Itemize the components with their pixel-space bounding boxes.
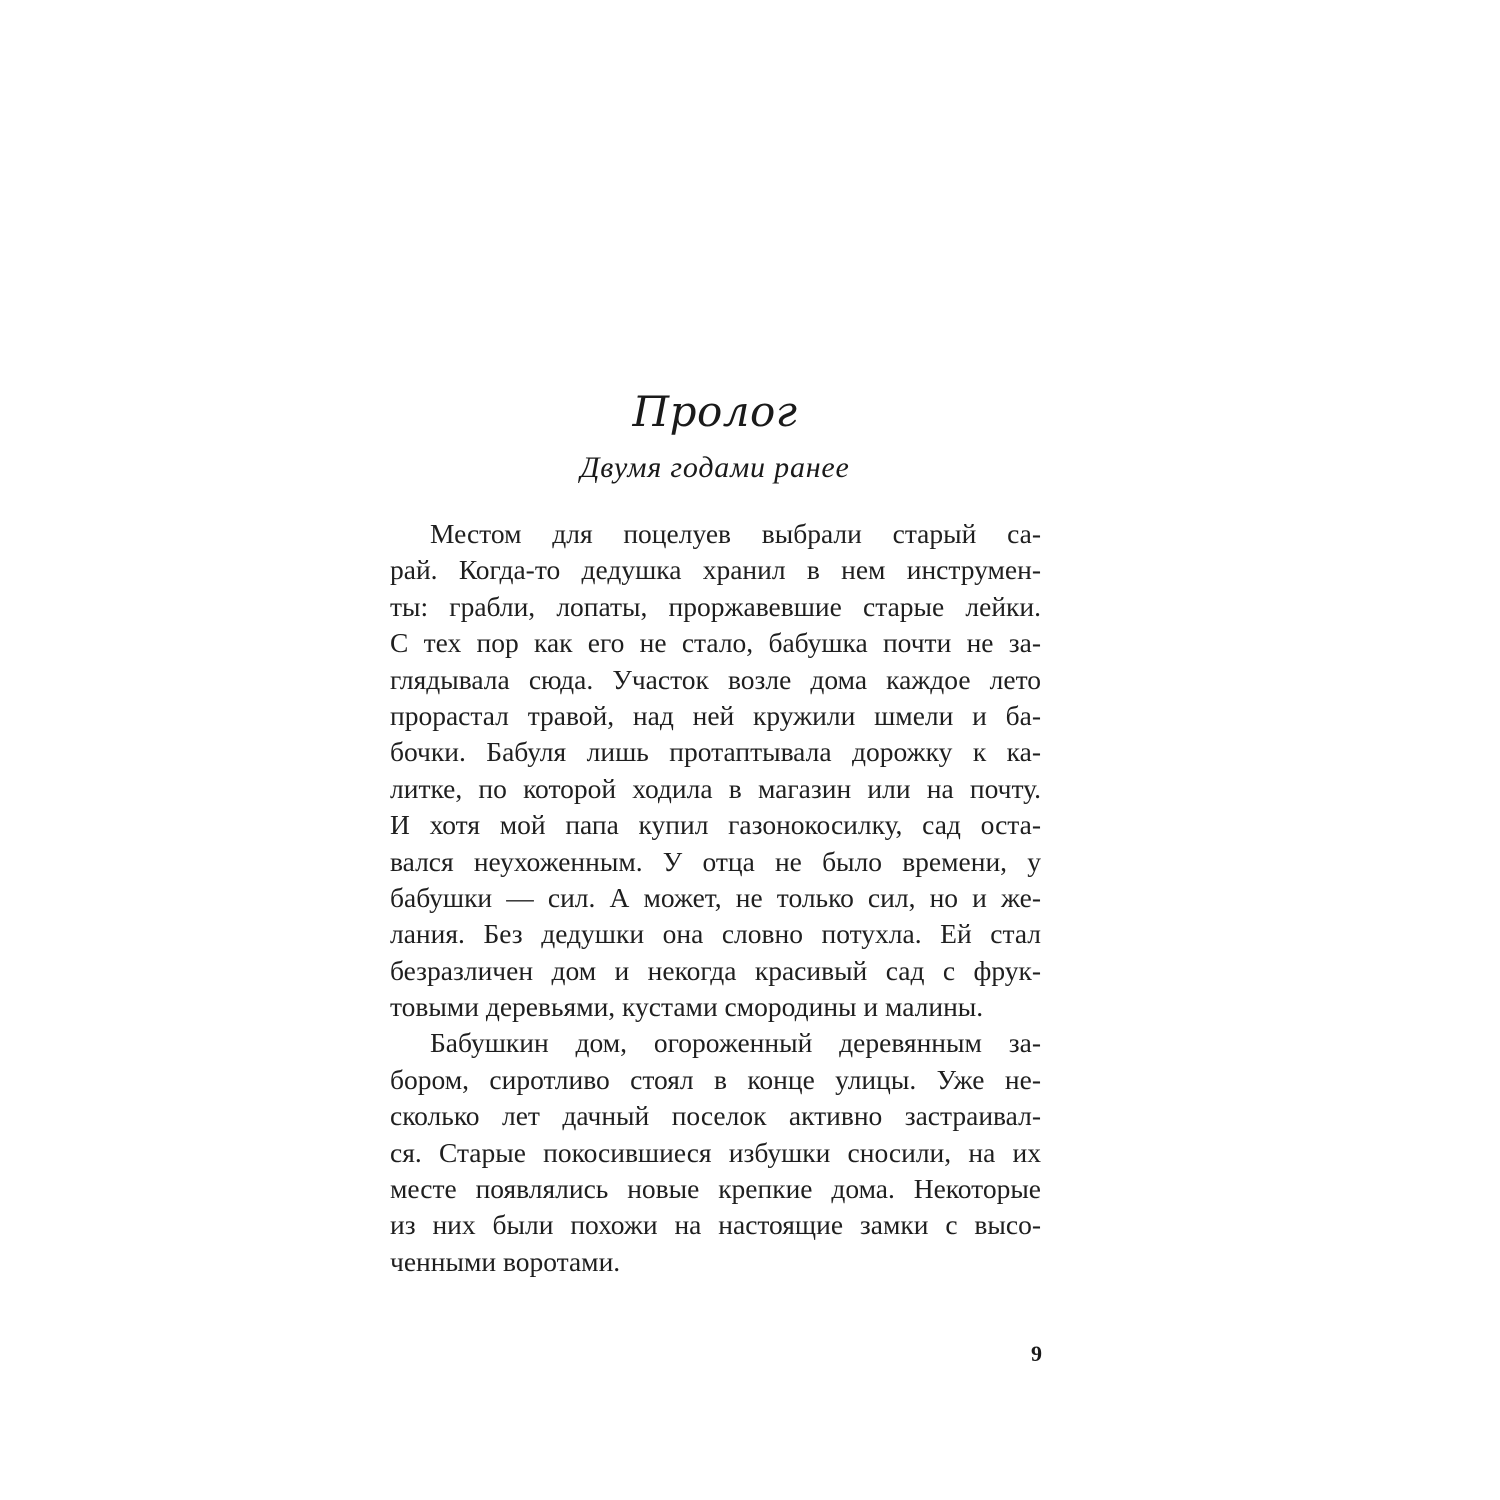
chapter-title: Пролог xyxy=(632,387,798,436)
text-line: сколько лет дачный поселок активно застраивал- xyxy=(390,1100,1041,1132)
body-text xyxy=(390,516,1041,1280)
text-line: месте появлялись новые крепкие дома. Некоторые xyxy=(390,1173,1041,1205)
text-line: бором, сиротливо стоял в конце улицы. Уже не- xyxy=(390,1063,1041,1095)
text-line: глядывала сюда. Участок возле дома каждое лето xyxy=(390,663,1041,695)
text-line: Бабушкин дом, огороженный деревянным за- xyxy=(430,1027,1041,1059)
paragraph-2 xyxy=(390,1025,1041,1280)
page-number: 9 xyxy=(1031,1341,1042,1366)
paragraph-1 xyxy=(390,516,1041,1025)
text-line: ченными воротами. xyxy=(390,1245,621,1277)
text-line: лания. Без дедушки она словно потухла. Ей стал xyxy=(390,918,1041,950)
text-line: товыми деревьями, кустами смородины и малины. xyxy=(390,991,984,1023)
text-line: бочки. Бабуля лишь протаптывала дорожку к ка- xyxy=(390,736,1041,768)
text-line: вался неухоженным. У отца не было времени, у xyxy=(390,845,1041,877)
text-line: С тех пор как его не стало, бабушка почти не за- xyxy=(390,627,1041,659)
text-line: безразличен дом и некогда красивый сад с фрук- xyxy=(390,954,1041,986)
text-line: ся. Старые покосившиеся избушки сносили, на их xyxy=(390,1136,1041,1168)
chapter-subtitle: Двумя годами ранее xyxy=(580,451,850,484)
text-line: из них были похожи на настоящие замки с высо- xyxy=(390,1209,1041,1241)
text-line: И хотя мой папа купил газонокосилку, сад оста- xyxy=(390,809,1041,841)
text-line: литке, по которой ходила в магазин или на почту. xyxy=(390,772,1041,804)
text-line: ты: грабли, лопаты, проржавевшие старые лейки. xyxy=(390,590,1041,622)
text-line: рай. Когда-то дедушка хранил в нем инструмен- xyxy=(390,554,1041,586)
text-line: бабушки — сил. А может, не только сил, но и же- xyxy=(390,881,1041,913)
text-line: Местом для поцелуев выбрали старый са- xyxy=(430,518,1041,549)
text-line: прорастал травой, над ней кружили шмели и ба- xyxy=(390,699,1041,731)
